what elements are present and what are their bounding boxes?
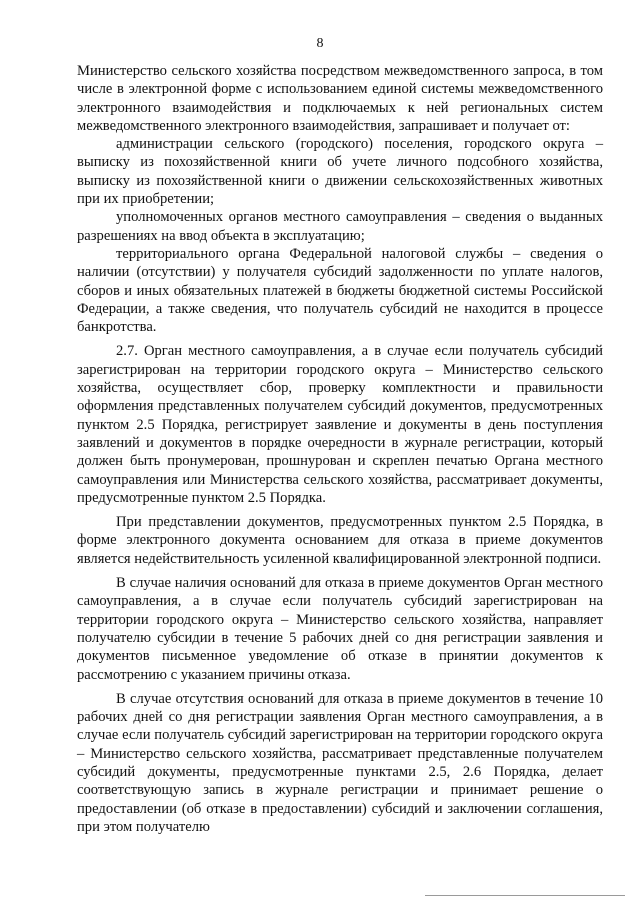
paragraph-interagency-request: Министерство сельского хозяйства посредством межведомственного запроса, в том числе в электронной форме с использованием единой системы межведомственного электронного взаимодействия и подключаемых к ней региональных систем межведомственного электронного взаимодействия, запрашивает и получает от:: [77, 63, 603, 134]
paragraph-commissioning-permits: уполномоченных органов местного самоуправления – сведения о выданных разрешениях на ввод объекта в эксплуатацию;: [77, 209, 603, 244]
paragraph-electronic-signature: При представлении документов, предусмотренных пунктом 2.5 Порядка, в форме электронного документа основанием для отказа в приеме документов является недействительность усиленной квалифицированной электронной подписи.: [77, 514, 603, 567]
paragraph-clause-2-7: 2.7. Орган местного самоуправления, а в случае если получатель субсидий зарегистрирован на территории городского округа – Министерство сельского хозяйства, осуществляет сбор, проверку комплектности и правильности оформления представленных получателем субсидий документов, предусмотренных пунктом 2.5 Порядка, регистрирует заявление и документы в день поступления заявлений и документов в порядке очередности в журнале регистрации, который должен быть пронумерован, прошнурован и скреплен печатью Органа местного самоуправления или Министерства сельского хозяйства, рассматривает документы, предусмотренные пунктом 2.5 Порядка.: [77, 343, 603, 506]
footer-divider: [425, 895, 625, 896]
page-number: 8: [316, 36, 324, 51]
paragraph-tax-service: территориального органа Федеральной налоговой службы – сведения о наличии (отсутствии) у получателя субсидий задолженности по уплате налогов, сборов и иных обязательных платежей в бюджеты бюджетной системы Российской Федерации, а также сведения, что получатель субсидий не находится в процессе банкротства.: [77, 245, 603, 336]
paragraph-decision: В случае отсутствия оснований для отказа в приеме документов в течение 10 рабочих дней со дня регистрации заявления Орган местного самоуправления, а в случае если получатель субсидий зарегистрирован на территории городского округа – Министерство сельского хозяйства, рассматривает представленные получателем субсидий документы, предусмотренные пунктами 2.5, 2.6 Порядка, делает соответствующую запись в журнале регистрации и принимает решение о предоставлении (об отказе в предоставлении) субсидий и заключении соглашения, при этом получателю: [77, 690, 603, 835]
paragraph-household-extract: администрации сельского (городского) поселения, городского округа – выписку из похозяйственной книги об учете личного подсобного хозяйства, выписку из похозяйственной книги о движении сельскохозяйственных животных при их приобретении;: [77, 136, 603, 208]
document-body: [77, 62, 603, 836]
paragraph-refusal-notice: В случае наличия оснований для отказа в приеме документов Орган местного самоуправления, а в случае если получатель субсидий зарегистрирован на территории городского округа – Министерство сельского хозяйства, направляет получателю субсидии в течение 5 рабочих дней со дня регистрации заявления и документов письменное уведомление об отказе в принятии документов к рассмотрению с указанием причины отказа.: [77, 575, 603, 683]
